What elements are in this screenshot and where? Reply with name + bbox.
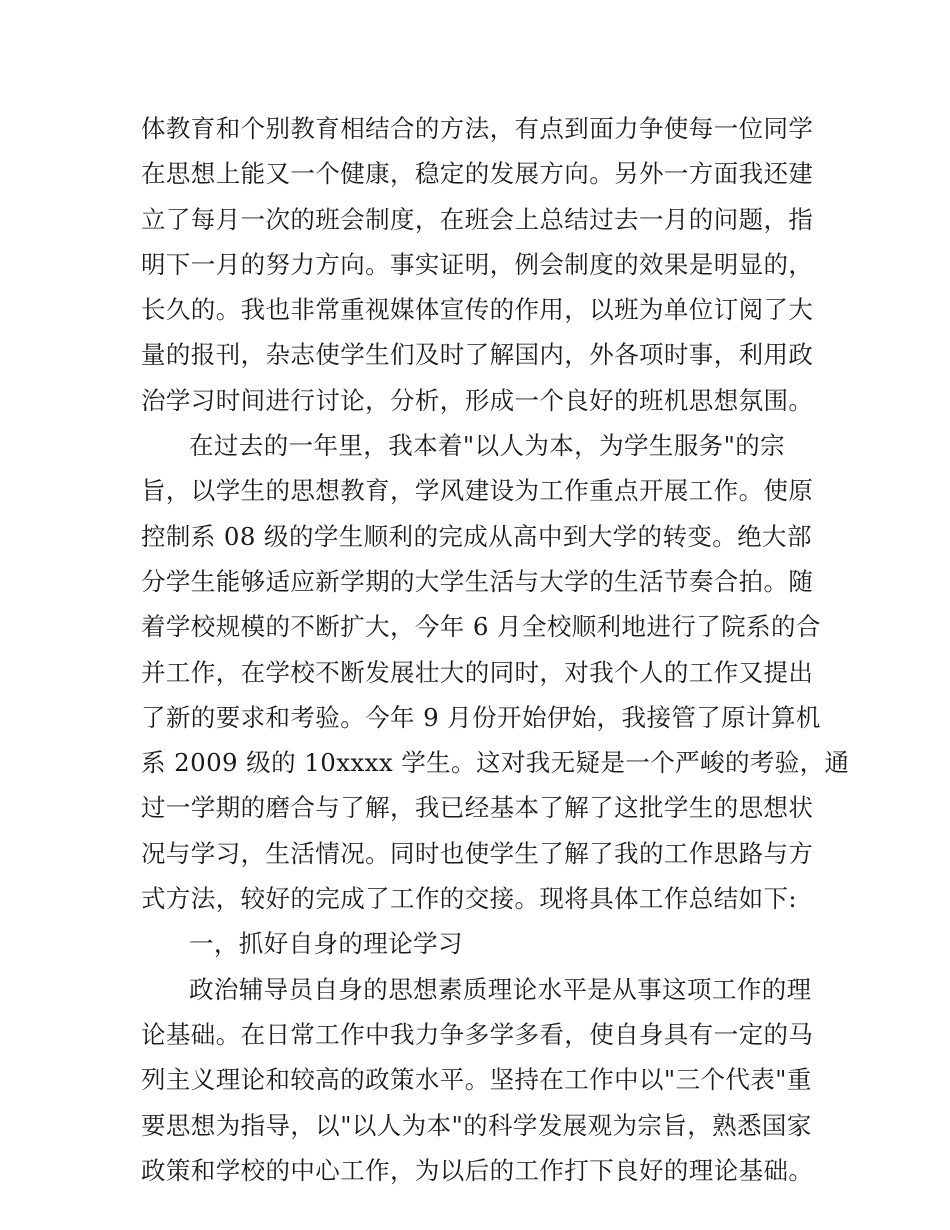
text-line: 论基础。在日常工作中我力争多学多看，使自身具有一定的马	[141, 1019, 814, 1049]
text-line: 控制系 08 级的学生顺利的完成从高中到大学的转变。绝大部	[141, 521, 812, 551]
text-line: 在过去的一年里，我本着"以人为本，为学生服务"的宗	[189, 431, 786, 461]
text-line: 况与学习，生活情况。同时也使学生了解了我的工作思路与方	[141, 838, 814, 868]
text-line: 政策和学校的中心工作，为以后的工作打下良好的理论基础。	[141, 1155, 814, 1185]
text-line: 立了每月一次的班会制度，在班会上总结过去一月的问题，指	[141, 204, 814, 234]
text-line: 在思想上能又一个健康，稳定的发展方向。另外一方面我还建	[141, 159, 814, 189]
text-line: 分学生能够适应新学期的大学生活与大学的生活节奏合拍。随	[141, 566, 814, 596]
text-line: 体教育和个别教育相结合的方法，有点到面力争使每一位同学	[141, 114, 814, 143]
text-line: 式方法，较好的完成了工作的交接。现将具体工作总结如下:	[141, 884, 798, 914]
text-line: 系 2009 级的 10xxxx 学生。这对我无疑是一个严峻的考验，通	[141, 748, 850, 778]
text-line: 量的报刊，杂志使学生们及时了解国内，外各项时事，利用政	[141, 340, 814, 370]
document-body	[141, 106, 850, 1193]
text-line: 要思想为指导，以"以人为本"的科学发展观为宗旨，熟悉国家	[141, 1110, 812, 1140]
text-line: 旨，以学生的思想教育，学风建设为工作重点开展工作。使原	[141, 476, 814, 506]
text-line: 着学校规模的不断扩大，今年 6 月全校顺利地进行了院系的合	[141, 612, 821, 642]
text-line: 政治辅导员自身的思想素质理论水平是从事这项工作的理	[189, 974, 812, 1004]
text-line: 过一学期的磨合与了解，我已经基本了解了这批学生的思想状	[141, 793, 814, 823]
text-line: 一，抓好自身的理论学习	[189, 929, 463, 959]
text-line: 治学习时间进行讨论，分析，形成一个良好的班机思想氛围。	[141, 385, 814, 415]
text-line: 明下一月的努力方向。事实证明，例会制度的效果是明显的，	[141, 249, 814, 279]
text-line: 并工作，在学校不断发展壮大的同时，对我个人的工作又提出	[141, 657, 814, 687]
text-line: 列主义理论和较高的政策水平。坚持在工作中以"三个代表"重	[141, 1065, 812, 1095]
text-line: 了新的要求和考验。今年 9 月份开始伊始，我接管了原计算机	[141, 702, 821, 732]
text-line: 长久的。我也非常重视媒体宣传的作用，以班为单位订阅了大	[141, 295, 814, 325]
